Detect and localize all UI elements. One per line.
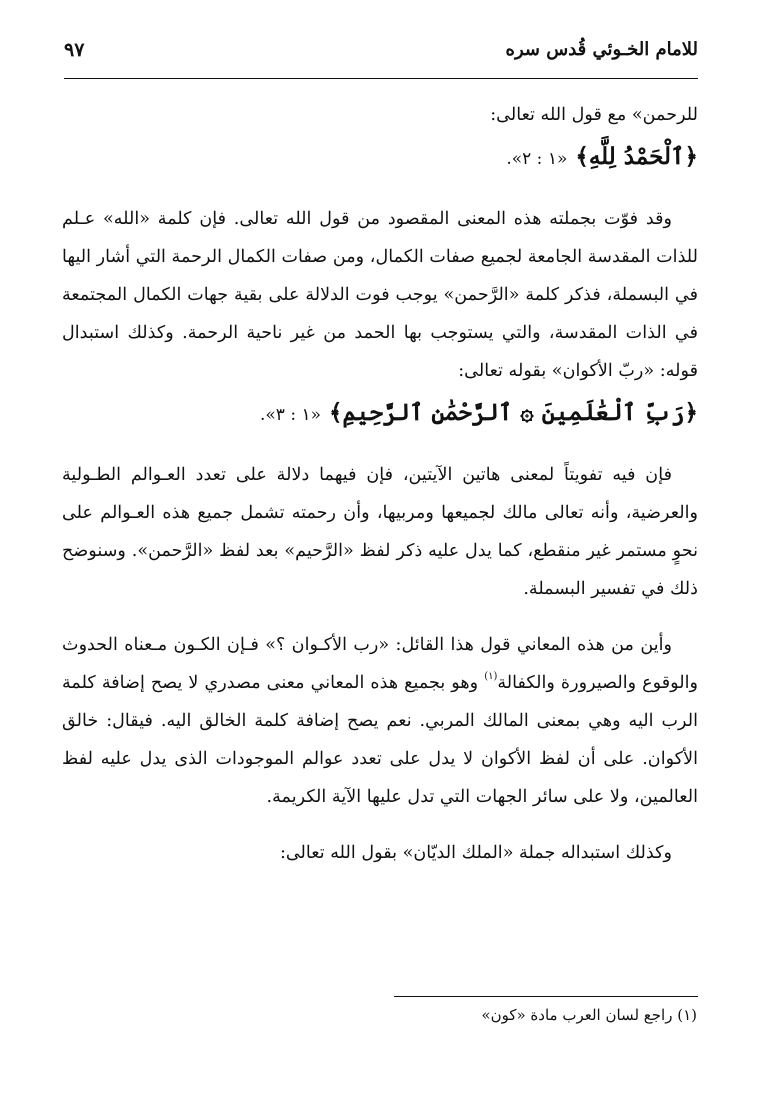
footnote-1: (١) راجع لسان العرب مادة «كون» [481, 1006, 697, 1024]
running-title: للامام الخـوئي قُدس سره [505, 39, 698, 60]
paragraph-3-end: وهو بجميع هذه المعاني معنى مصدري لا يصح إضافة كلمة الرب اليه وهي بمعنى المالك المربي. نعم يصح إضافة كلمة الخالق اليه. فيقال: خالق الأكوان. على أن لفظ الأكوان لا يدل على تعدد عوالم الموجودات الذى يدل عليه لفظ العالمين، ولا على سائر الجهات التي تدل عليها الآية الكريمة. [62, 673, 698, 807]
paragraph-3 [62, 626, 698, 816]
paragraph-2: فإن فيه تفويتاً لمعنى هاتين الآيتين، فإن فيهما دلالة على تعدد العـوالم الطـولية والعرضية، وأنه تعالى مالك لجميعها ومربيها، وأن رحمته تشمل جميع هذه العـوالم على نحوٍ مستمر غير منقطع، كما يدل عليه ذكر لفظ «الرَّحيم» بعد لفظ «الرَّحمن». وسنوضح ذلك في تفسير البسملة. [62, 465, 698, 599]
main-text [62, 96, 698, 872]
verse-1-text: ﴿ٱلْحَمْدُ لِلَّهِ﴾ [575, 143, 698, 170]
running-header [64, 36, 698, 68]
footnote-reference[interactable]: (١) [484, 671, 498, 683]
paragraph-4: وكذلك استبداله جملة «الملك الديّان» بقول الله تعالى: [279, 843, 672, 863]
paragraph-1: وقد فوّت بجملته هذه المعنى المقصود من قول الله تعالى. فإن كلمة «الله» عـلم للذات المقدسة الجامعة لجميع صفات الكمال، ومن صفات الكمال الرحمة التي أشار اليها في البسملة، فذكر كلمة «الرَّحمن» يوجب فوت الدلالة على بقية جهات الكمال المجتمعة في الذات المقدسة، والتي يستوجب بها الحمد من غير ناحية الرحمة. وكذلك استبدال قوله: «ربّ الأكوان» بقوله تعالى: [62, 209, 698, 381]
paragraph-3-start: وأين من هذه المعاني قول هذا القائل: «رب الأكـوان ؟» فـإن الكـون مـعناه الحدوث والوقوع والصيرورة والكفالة [62, 635, 698, 693]
intro-line: للرحمن» مع قول الله تعالى: [490, 105, 698, 125]
header-divider [64, 78, 698, 79]
verse-2-text: ﴿رَبِّ ٱلْعَٰلَمِينَ ۞ ٱلرَّحْمَٰنِ ٱلرَّحِيمِ﴾ [329, 399, 698, 426]
quranic-verse-2 [62, 390, 698, 438]
quranic-verse-1 [62, 134, 698, 182]
verse-2-reference: «١ : ٣». [259, 405, 322, 425]
verse-1-reference: «١ : ٢». [506, 149, 568, 169]
page-number: ٩٧ [64, 39, 85, 61]
footnote-divider [394, 996, 698, 997]
